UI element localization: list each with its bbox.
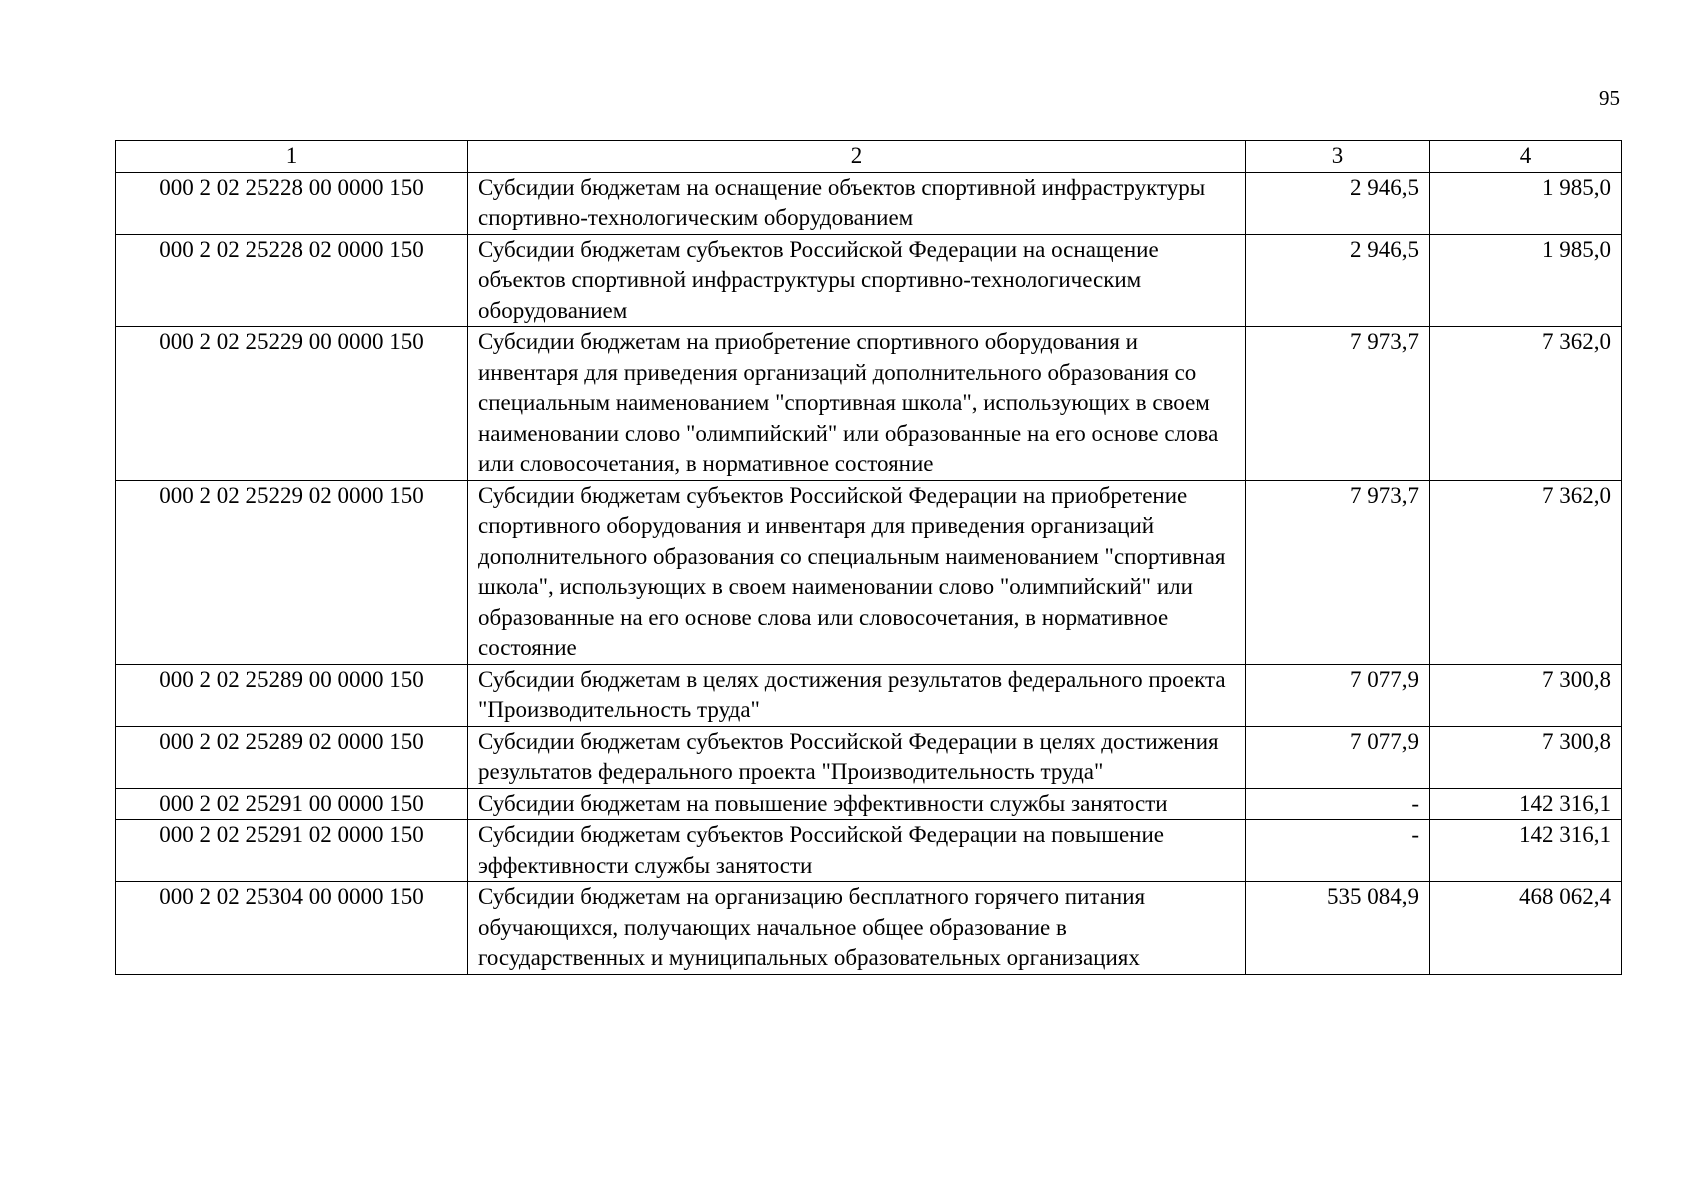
item-name: Субсидии бюджетам субъектов Российской Федерации на повышение эффективности службы занятости [468, 820, 1246, 882]
budget-code: 000 2 02 25228 00 0000 150 [116, 172, 468, 234]
amount-col3: 2 946,5 [1246, 172, 1430, 234]
budget-code: 000 2 02 25229 02 0000 150 [116, 480, 468, 664]
budget-table [115, 140, 1622, 975]
table-row [116, 664, 1622, 726]
item-name: Субсидии бюджетам на оснащение объектов спортивной инфраструктуры спортивно-технологическим оборудованием [468, 172, 1246, 234]
item-name: Субсидии бюджетам субъектов Российской Федерации на приобретение спортивного оборудования и инвентаря для приведения организаций дополнительного образования со специальным наименованием "спортивная школа", использующих в своем наименовании слово "олимпийский" или образованные на его основе слова или словосочетания, в нормативное состояние [468, 480, 1246, 664]
amount-col4: 7 300,8 [1430, 726, 1622, 788]
amount-col4: 468 062,4 [1430, 882, 1622, 975]
amount-col3: 7 077,9 [1246, 726, 1430, 788]
page-number: 95 [1599, 86, 1620, 110]
table-row [116, 234, 1622, 327]
amount-col3: 535 084,9 [1246, 882, 1430, 975]
amount-col4: 1 985,0 [1430, 172, 1622, 234]
budget-code: 000 2 02 25291 00 0000 150 [116, 788, 468, 820]
table-row [116, 327, 1622, 481]
table-row [116, 480, 1622, 664]
amount-col4: 7 362,0 [1430, 480, 1622, 664]
column-header-1: 1 [116, 141, 468, 173]
item-name: Субсидии бюджетам субъектов Российской Федерации на оснащение объектов спортивной инфраструктуры спортивно-технологическим оборудованием [468, 234, 1246, 327]
budget-code: 000 2 02 25291 02 0000 150 [116, 820, 468, 882]
budget-code: 000 2 02 25229 00 0000 150 [116, 327, 468, 481]
amount-col4: 7 362,0 [1430, 327, 1622, 481]
amount-col3: 7 973,7 [1246, 327, 1430, 481]
header-row [116, 141, 1622, 173]
budget-code: 000 2 02 25304 00 0000 150 [116, 882, 468, 975]
amount-col3: - [1246, 788, 1430, 820]
amount-col3: 7 973,7 [1246, 480, 1430, 664]
amount-col3: 2 946,5 [1246, 234, 1430, 327]
table-row [116, 820, 1622, 882]
budget-code: 000 2 02 25289 00 0000 150 [116, 664, 468, 726]
item-name: Субсидии бюджетам на приобретение спортивного оборудования и инвентаря для приведения организаций дополнительного образования со специальным наименованием "спортивная школа", использующих в своем наименовании слово "олимпийский" или образованные на его основе слова или словосочетания, в нормативное состояние [468, 327, 1246, 481]
amount-col3: 7 077,9 [1246, 664, 1430, 726]
table-row [116, 882, 1622, 975]
item-name: Субсидии бюджетам на повышение эффективности службы занятости [468, 788, 1246, 820]
column-header-2: 2 [468, 141, 1246, 173]
table-row [116, 726, 1622, 788]
column-header-3: 3 [1246, 141, 1430, 173]
item-name: Субсидии бюджетам в целях достижения результатов федерального проекта "Производительность труда" [468, 664, 1246, 726]
budget-code: 000 2 02 25228 02 0000 150 [116, 234, 468, 327]
table-row [116, 172, 1622, 234]
column-header-4: 4 [1430, 141, 1622, 173]
table-row [116, 788, 1622, 820]
amount-col3: - [1246, 820, 1430, 882]
amount-col4: 142 316,1 [1430, 820, 1622, 882]
budget-code: 000 2 02 25289 02 0000 150 [116, 726, 468, 788]
amount-col4: 1 985,0 [1430, 234, 1622, 327]
item-name: Субсидии бюджетам субъектов Российской Федерации в целях достижения результатов федерального проекта "Производительность труда" [468, 726, 1246, 788]
amount-col4: 7 300,8 [1430, 664, 1622, 726]
item-name: Субсидии бюджетам на организацию бесплатного горячего питания обучающихся, получающих начальное общее образование в государственных и муниципальных образовательных организациях [468, 882, 1246, 975]
amount-col4: 142 316,1 [1430, 788, 1622, 820]
